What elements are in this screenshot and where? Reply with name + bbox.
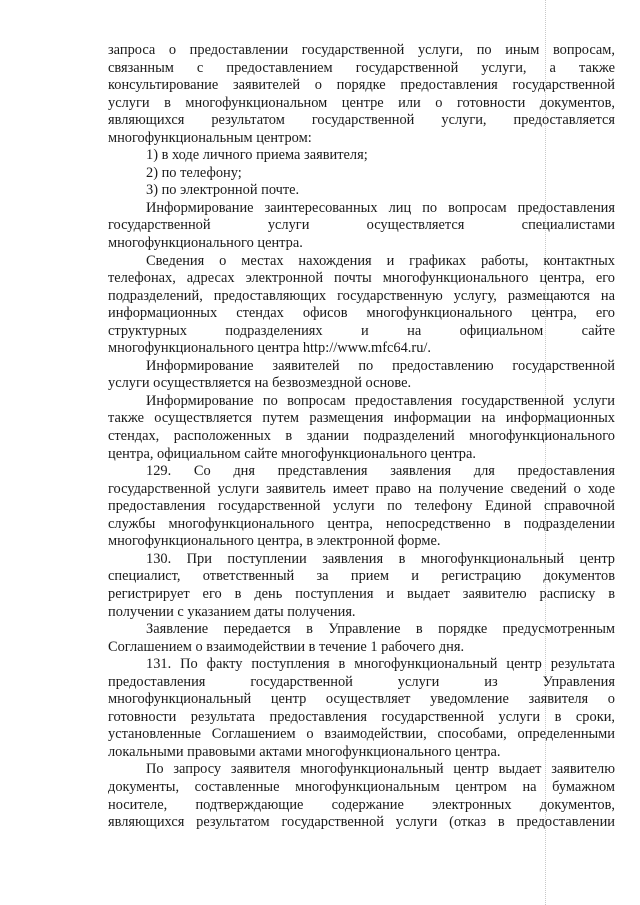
- text-line: установленные Соглашением о взаимодействии, способами, определенными: [108, 726, 615, 743]
- paragraph: [108, 182, 615, 200]
- text-line: государственной услуги заявитель имеет право на получение сведений о ходе: [108, 480, 615, 497]
- paragraph: [108, 358, 615, 393]
- text-line: услуги в многофункциональном центре или о готовности документов,: [108, 94, 615, 111]
- text-line: многофункциональным центром:: [108, 129, 312, 146]
- text-line: Заявление передается в Управление в порядке предусмотренным: [146, 621, 615, 638]
- text-line: информационных стендах офисов многофункционального центра, его: [108, 305, 615, 322]
- text-line: Соглашением о взаимодействии в течение 1 рабочего дня.: [108, 638, 465, 655]
- text-line: многофункционального центра, в электронной форме.: [108, 533, 441, 550]
- text-line: структурных подразделениях и на официальном сайте: [108, 322, 615, 339]
- text-line: готовности результата предоставления государственной услуги в сроки,: [108, 708, 615, 725]
- text-line: документы, составленные многофункциональным центром на бумажном: [108, 778, 615, 795]
- paragraph: [108, 42, 615, 147]
- text-line: Информирование по вопросам предоставления государственной услуги: [146, 392, 615, 409]
- text-line: государственной услуги осуществляется специалистами: [108, 217, 615, 234]
- text-line: носителе, подтверждающие содержание электронных документов,: [108, 796, 615, 813]
- text-line: регистрирует его в день поступления и выдает заявителю расписку в: [108, 585, 615, 602]
- text-line: По запросу заявителя многофункциональный центр выдает заявителю: [146, 761, 615, 778]
- paragraph: [108, 165, 615, 183]
- paragraph: [108, 393, 615, 463]
- text-line: также осуществляется путем размещения информации на информационных: [108, 410, 615, 427]
- text-line: специалист, ответственный за прием и регистрацию документов: [108, 568, 615, 585]
- text-line: локальными правовыми актами многофункционального центра.: [108, 743, 501, 760]
- text-line: 129. Со дня представления заявления для предоставления: [146, 463, 615, 480]
- paragraph: [108, 761, 615, 831]
- text-line: подразделений, предоставляющих государственную услугу, размещаются на: [108, 287, 615, 304]
- paragraph: [108, 253, 615, 358]
- text-line: предоставления государственной услуги по телефону Единой справочной: [108, 498, 615, 515]
- paragraph: [108, 147, 615, 165]
- document-body: [108, 42, 615, 832]
- text-line: 1) в ходе личного приема заявителя;: [146, 147, 368, 164]
- text-line: многофункционального центра http://www.mfc64.ru/.: [108, 340, 431, 357]
- text-line: Информирование заявителей по предоставлению государственной: [146, 357, 615, 374]
- paragraph: [108, 200, 615, 253]
- text-line: Сведения о местах нахождения и графиках работы, контактных: [146, 252, 615, 269]
- text-line: связанным с предоставлением государственной услуги, а также: [108, 59, 615, 76]
- paragraph: [108, 656, 615, 761]
- text-line: 3) по электронной почте.: [146, 182, 300, 199]
- text-line: предоставления государственной услуги из Управления: [108, 673, 615, 690]
- text-line: консультирование заявителей о порядке предоставления государственной: [108, 77, 615, 94]
- text-line: 2) по телефону;: [146, 164, 242, 181]
- text-line: многофункционального центра.: [108, 235, 303, 252]
- paragraph: [108, 463, 615, 551]
- text-line: Информирование заинтересованных лиц по вопросам предоставления: [146, 199, 615, 216]
- text-line: стендах, расположенных в здании подразделений многофункционального: [108, 428, 615, 445]
- text-line: являющихся результатом государственной услуги, предоставляется: [108, 112, 615, 129]
- text-line: 131. По факту поступления в многофункциональный центр результата: [146, 656, 615, 673]
- text-line: центра, официальном сайте многофункционального центра.: [108, 445, 476, 462]
- text-line: запроса о предоставлении государственной услуги, по иным вопросам,: [108, 42, 615, 58]
- text-line: многофункциональный центр осуществляет уведомление заявителя о: [108, 691, 615, 708]
- text-line: телефонах, адресах электронной почты многофункционального центра, его: [108, 270, 615, 287]
- paragraph: [108, 621, 615, 656]
- text-line: службы многофункционального центра, непосредственно в подразделении: [108, 515, 615, 532]
- text-line: получении с указанием даты получения.: [108, 603, 356, 620]
- text-line: 130. При поступлении заявления в многофункциональный центр: [146, 550, 615, 567]
- paragraph: [108, 551, 615, 621]
- text-line: услуги осуществляется на безвозмездной основе.: [108, 375, 412, 392]
- text-line: являющихся результатом государственной услуги (отказ в предоставлении: [108, 814, 615, 831]
